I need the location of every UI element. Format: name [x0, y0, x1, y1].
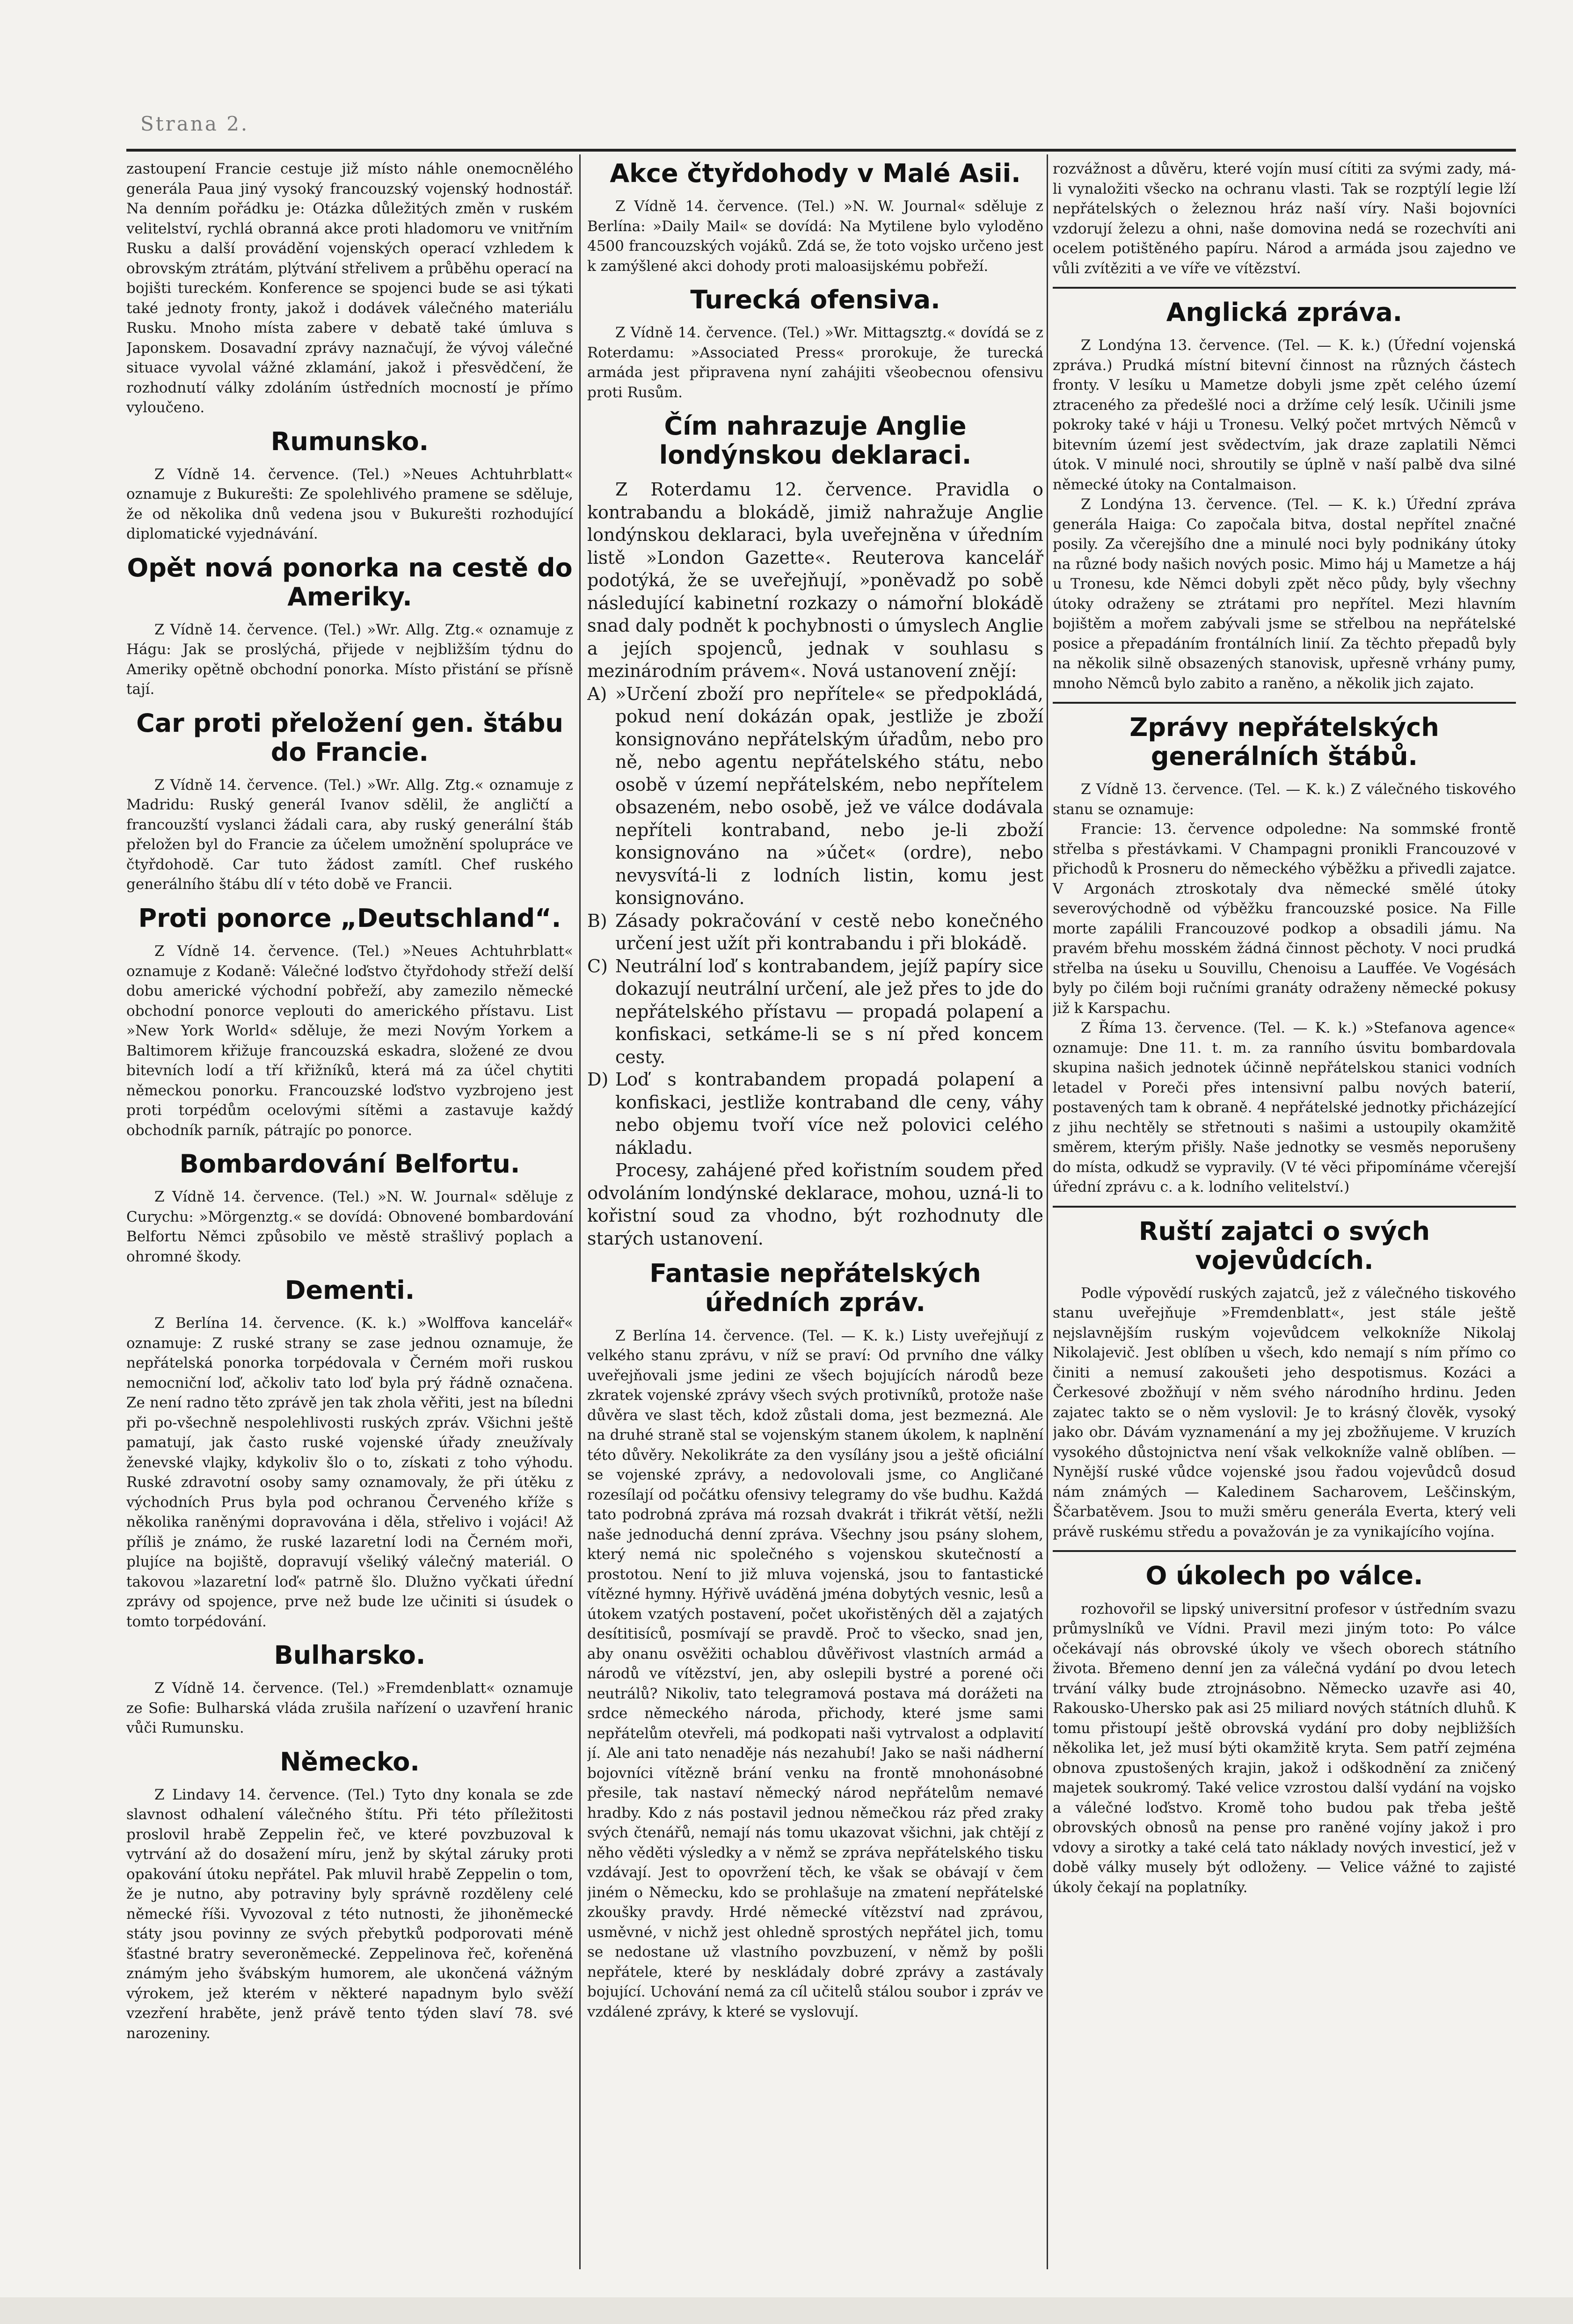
paragraph: Z Vídně 13. července. (Tel. — K. k.) Z válečného tiskového stanu se oznamuje: — [1053, 781, 1516, 818]
article-lead-col1 — [126, 159, 573, 418]
paragraph: zastoupení Francie cestuje již místo náhle onemocnělého generála Paua jiný vysoký francouzský vojenský hodnostář. Na denním pořádku je: Otázka důležitých změn v ruském velitelství, rychlá obranná akce proti hladomoru ve vnitřním Rusku a další provádění vojenských operací vzhledem k obrovským ztrátám, plýtvání střelivem a průběhu operací na bojišti tureckém. Konference se spojenci bude se asi týkati také jednoty fronty, jakož i dodávek válečného materiálu Rusku. Mnoho místa zabere v debatě také úmluva s Japonskem. Dosavadní zprávy naznačují, že vývoj válečné situace vyvolal vážné zklamání, jakož i přesvědčení, že rozhodnutí války zdoláním ústředních mocností je přímo vyloučeno. — [126, 160, 573, 416]
paragraph: rozvážnost a důvěru, které vojín musí cítiti za svými zady, má-li vynaložiti všecko na ochranu vlasti. Tak se rozptýlí legie lží nepřátelských o železnou hráz naší víry. Naši bojovníci vzdorují železu a ohni, naše domovina nedá se rozechvíti ani ocelem potištěného papíru. Národ a armáda jsou zajedno ve vůli zvítěziti a ve víře ve vítězství. — [1053, 160, 1516, 277]
headline: Fantasie nepřátelských úředních zpráv. — [649, 1259, 981, 1318]
section-rule — [1053, 287, 1516, 289]
article-anglicka — [1053, 298, 1516, 693]
list-item — [587, 683, 1043, 910]
paragraph: Z Vídně 14. července. (Tel.) »N. W. Journal« sděluje z Curychu: »Mörgenztg.« se dovídá: Obnovené bombardování Belfortu Němci způsobilo ve městě strašlivý poplach a ohromné škody. — [126, 1188, 573, 1265]
article-londynska — [587, 412, 1043, 1250]
column-1 — [126, 159, 573, 2274]
article-turecka — [587, 285, 1043, 402]
section-rule — [1053, 1550, 1516, 1552]
headline: Ruští zajatci o svých vojevůdcích. — [1138, 1216, 1430, 1275]
headline: Car proti přeložení gen. štábu do Francie. — [136, 708, 563, 767]
item-mark: D) — [587, 1069, 609, 1090]
paragraph: Z Vídně 14. července. (Tel.) »N. W. Journal« sděluje z Berlína: »Daily Mail« se dovídá: Na Mytilene bylo vyloděno 4500 francouzských vojáků. Zdá se, že toto vojsko určeno jest k zamýšlené akci dohody proti maloasijskému pobřeží. — [587, 198, 1043, 275]
paragraph: Podle výpovědí ruských zajatců, jež z válečného tiskového stanu uveřejňuje »Fremdenblatt«, jest stále ještě nejslavnějším ruským vojevůdcem velkokníže Nikolaj Nikolajevič. Jest oblíben u všech, kdo nemají s ním přímo co činiti a nemusí zakoušeti jeho despotismus. Kozáci a Čerkesové zbožňují v něm svého národního hrdinu. Jeden zajatec takto se o něm vyslovil: Je to krásný člověk, vysoký jako obr. Dávám vyznamenání a my jej zbožňujeme. V kruzích vysokého důstojnictva není však velkokníže valně oblíben. — Nynější ruské vůdce vojenské jsou řadou vojevůdců dosud nám známých — Kaledinem Sacharovem, Leščinským, Ščarbatěvem. Jsou to muži směru generála Everta, který veli právě ruskému středu a považován je za vynikajícího vojína. — [1053, 1284, 1516, 1540]
article-dementi — [126, 1276, 573, 1632]
headline: Zprávy nepřátelských generálních štábů. — [1129, 713, 1439, 772]
list-item — [587, 910, 1043, 955]
headline: Bombardování Belfortu. — [179, 1149, 520, 1179]
item-text: »Určení zboží pro nepřítele« se předpokládá, pokud není dokázán opak, jestliže je zboží konsignováno nepřátelským úřadům, nebo pro ně, nebo agentu nepřátelského státu, nebo osobě v území nepřátelském, nebo nepřítelem obsazeném, nebo osobě, jež ve válce dodávala nepříteli kontraband, nebo je-li zboží konsignováno na »účet« (ordre), nebo nevysvítá-li z lodních listin, komu jest konsignováno. — [615, 683, 1043, 909]
article-rumunsko — [126, 427, 573, 544]
paragraph: Z Berlína 14. července. (K. k.) »Wolffova kancelář« oznamuje: Z ruské strany se zase jednou oznamuje, že nepřátelská ponorka torpédovala v Černém moři ruskou nemocniční loď, ačkoliv tato loď byla prý řádně označena. Ze není radno těto zprávě jen tak zhola věřiti, jest na bíledni při po-všechně nespolehlivosti ruských zpráv. Všichni ještě pamatují, jak často ruské vojenské úřady zneužívaly ženevské vlajky, kdykoliv šlo o to, získati z toho výhodu. Ruské zdravotní osoby samy oznamovaly, že při útěku z východních Prus byla pod ochranou Červeného kříže s několika raněnými dopravována i děla, střelivo i vojáci! Až příliš je známo, že ruské lazaretní lodi na Černém moři, plujíce na bojiště, dopravují všeliký válečný materiál. O takovou »lazaretní loď« patrně šlo. Dlužno vyčkati úřední zprávy od spojence, prve než bude lze učiniti si úsudek o tomto torpédování. — [126, 1315, 573, 1630]
headline: Akce čtyřdohody v Malé Asii. — [610, 159, 1021, 188]
paragraph: Z Vídně 14. července. (Tel.) »Wr. Allg. Ztg.« oznamuje z Madridu: Ruský generál Ivanov sdělil, že angličtí a francouzští vyslanci žádali cara, aby ruský generální štáb přeložen byl do Francie za účelem umožnění spolupráce ve čtyřdohodě. Car tuto žádost zamítl. Chef ruského generálního štábu dlí v této době ve Francii. — [126, 776, 573, 893]
paragraph: Z Vídně 14. července. (Tel.) »Wr. Mittagsztg.« dovídá se z Roterdamu: »Associated Press« prorokuje, že turecká armáda jest připravena nyní zahájiti všeobecnou ofensivu proti Rusům. — [587, 324, 1043, 401]
article-fantasie — [587, 1259, 1043, 2022]
paragraph: Z Londýna 13. července. (Tel. — K. k.) Úřední zpráva generála Haiga: Co započala bitva, dostal nepřítel značné posily. Za včerejšího dne a minulé noci byly podnikány útoky na různé body našich nových posic. Mimo háj u Mametze a háj u Tronesu, kde Němci dobyli zpět něco půdy, byly všechny útoky odraženy se ztrátami pro nepřítel. Mezi hlavním bojištěm a mořem zabývali jsme se střelbou na nepřátelské posice a přepadáním frontálních linií. Za těchto přepadů byly na několik silně obsazených stanovisk, upřesně vrhány pumy, mnoho Němců bylo zabito a raněno, a několik jich zajato. — [1053, 496, 1516, 692]
column-3 — [1053, 159, 1516, 2274]
headline: Turecká ofensiva. — [690, 285, 940, 315]
paragraph: Z Vídně 14. července. (Tel.) »Neues Achtuhrblatt« oznamuje z Kodaně: Válečné loďstvo čtyřdohody střeží delší dobu americké východní pobřeží, aby zamezilo německé obchodní ponorce veplouti do amerického přístavu. List »New York World« sděluje, že mezi Novým Yorkem a Baltimorem křižuje francouzská eskadra, složené ze dvou bitevních lodí a tří křižníků, která má za účel chytiti německou ponorku. Francouzské loďstvo vyzbrojeno jest proti torpédům ocelovými sítěmi a zastavuje každý obchodník parník, pátrajíc po ponorce. — [126, 943, 573, 1139]
article-zajatci — [1053, 1217, 1516, 1542]
list-item — [587, 955, 1043, 1069]
paragraph: Z Říma 13. července. (Tel. — K. k.) »Stefanova agence« oznamuje: Dne 11. t. m. za ranního úsvitu bombardovala skupina našich jednotek účinně nepřátelskou stanici vodních letadel v Poreči přes intensivní palbu nových baterií, postavených tam k obraně. 4 nepřátelské jednotky přicházející z jihu nechtěly se střetnouti s našimi a ustoupily okamžitě směrem, kterým přišly. Naše jednotky se vesměs neporušeny do místa, odkudž se vypravily. (V té věci připomínáme včerejší úřední zprávu c. a k. lodního velitelství.) — [1053, 1020, 1516, 1196]
paragraph: Z Vídně 14. července. (Tel.) »Fremdenblatt« oznamuje ze Sofie: Bulharská vláda zrušila nařízení o uzavření hranic vůči Rumunsku. — [126, 1680, 573, 1737]
list-item — [587, 1068, 1043, 1159]
headline: Dementi. — [284, 1275, 415, 1305]
item-text: Neutrální loď s kontrabandem, jejíž papíry sice dokazují neutrální určení, ale jež přes to jde do nepřátelského přístavu — propadá polapení a konfiskaci, setkáme-li se s ní před koncem cesty. — [615, 955, 1043, 1067]
page-label: Strana 2. — [140, 112, 249, 135]
item-text: Loď s kontrabandem propadá polapení a konfiskaci, jestliže kontraband dle ceny, váhy nebo objemu tvoří více než polovici celého nákladu. — [615, 1069, 1043, 1158]
item-mark: B) — [587, 910, 607, 931]
article-ponorka — [126, 554, 573, 699]
article-deutschland — [126, 904, 573, 1140]
headline: Proti ponorce „Deutschland“. — [138, 903, 561, 933]
paragraph: Z Vídně 14. července. (Tel.) »Neues Achtuhrblatt« oznamuje z Bukurešti: Ze spolehlivého pramene se sděluje, že od několika dnů vedena jsou v Bukurešti rozhodující diplomatické vyjednávání. — [126, 466, 573, 543]
column-2 — [587, 159, 1043, 2274]
article-bulharsko — [126, 1641, 573, 1738]
article-mala-asie — [587, 159, 1043, 276]
item-mark: A) — [587, 683, 607, 704]
paragraph: Z Roterdamu 12. července. Pravidla o kontrabandu a blokádě, jimiž nahražuje Anglie londýnskou deklaraci, byla uveřejněna v úředním listě »London Gazette«. Reuterova kancelář podotýká, že se uveřejňují, »poněvadž po sobě následující kabinetní rozkazy o námořní blokádě snad daly podnět k pochybnosti o úmyslech Anglie a jejích spojenců, jednak v souhlasu s mezinárodním právem«. Nová ustanovení znějí: — [587, 479, 1043, 682]
article-belfort — [126, 1150, 573, 1267]
item-text: Zásady pokračování v cestě nebo konečného určení jest užít při kontrabandu i při blokádě. — [615, 910, 1043, 954]
item-mark: C) — [587, 955, 608, 976]
paragraph: Francie: 13. července odpoledne: Na sommské frontě střelba s přestávkami. V Champagni pronikli Francouzové v přichodů k Prosneru do německého výběžku a přivedli zajatce. V Argonách ztroskotaly dva německé smělé útoky severovýchodně od výběžku francouzské posice. Na Fille morte zapálili Francouzové podkop a obsadili jámu. Na pravém břehu mosském žádná činnost pěchoty. V noci prudká střelba na úseku u Souvillu, Chenoisu a Lauffée. Ve Vogésách byly po čilém boji ručními granáty odraženy německé pokusy již k Karspachu. — [1053, 821, 1516, 1017]
article-car — [126, 709, 573, 895]
headline: Opět nová ponorka na cestě do Ameriky. — [127, 553, 573, 612]
section-rule — [1053, 702, 1516, 704]
headline: Čím nahrazuje Anglie londýnskou deklaraci. — [659, 411, 972, 470]
paragraph: rozhovořil se lipský universitní profesor v ústředním svazu průmyslníků ve Vídni. Pravil mezi jiným toto: Po válce očekávají nás obrovské úkoly ve všech oborech státního života. Břemeno denní jen za válečná vydání po dvou letech trvání války bude ztrojnásobno. Německo uzavře asi 40, Rakousko-Uhersko pak asi 25 miliard nových státních dluhů. K tomu přistoupí ještě obrovská vydání pro doby nejbližších několika let, jež musí býti okamžitě kryta. Sem patří zejména obnova zpustošených krajin, jakož i odškodnění za zničený majetek soukromý. Také velice vzrostou další vydání na vojsko a válečné loďstvo. Kromě toho budou pak třeba ještě obrovských obnosů na pense pro raněné vojíny jakož i pro vdovy a sirotky a také celá tato náklady nových investicí, jež v době války musely být odloženy. — Velice vážné to zajisté úkoly čekají na poplatníky. — [1053, 1600, 1516, 1896]
article-stabu — [1053, 713, 1516, 1197]
paragraph: Z Londýna 13. července. (Tel. — K. k.) (Úřední vojenská zpráva.) Prudká místní bitevní činnost na různých částech fronty. V lesíku u Mametze dobyli jsme zpět celého území ztraceného za předešlé noci a držíme celý lesík. Učinili jsme pokroky také v háji u Tronesu. Velký počet mrtvých Němců v bitevním území jest svědectvím, jak draze zaplatili Němci útok. V minulé noci, shroutily se úplně v naší palbě dva silné německé útoky na Contalmaison. — [1053, 337, 1516, 493]
section-rule — [1053, 1206, 1516, 1208]
headline: Bulharsko. — [274, 1640, 426, 1670]
article-lead-col3 — [1053, 159, 1516, 278]
top-rule — [126, 149, 1516, 152]
headline: Anglická zpráva. — [1166, 298, 1403, 327]
headline: Rumunsko. — [270, 426, 429, 456]
column-rule-1 — [579, 154, 581, 2269]
headline: Německo. — [280, 1747, 420, 1777]
column-rule-2 — [1047, 154, 1048, 2269]
provisions-list — [587, 683, 1043, 1159]
scan-bottom-edge — [0, 2297, 1573, 2324]
headline: O úkolech po válce. — [1145, 1561, 1423, 1591]
paragraph: Procesy, zahájené před kořistním soudem před odvoláním londýnské deklarace, mohou, uzná-li to kořistní soud za vhodno, být rozhodnuty dle starých ustanovení. — [587, 1160, 1043, 1249]
paragraph: Z Lindavy 14. července. (Tel.) Tyto dny konala se zde slavnost odhalení válečného štítu. Při této příležitosti proslovil hrabě Zeppelin řeč, ve které povzbuzoval k vytrvání až do dosažení míru, jenž by skýtal záruky proti opakování útoku nepřátel. Pak mluvil hrabě Zeppelin o tom, že je nutno, aby potraviny byly správně rozděleny celé německé říši. Vyvozoval z této nutnosti, že jihoněmecké státy jsou povinny ze svých přebytků podporovati méně šťastné bratry severoněmecké. Zeppelinova řeč, kořeněná známým jeho švábským humorem, ale ukončená vážným výrokem, jež kterém v některé napadnym bylo svěží vzezření hraběte, jenž právě tento týden slaví 78. své narozeniny. — [126, 1786, 573, 2042]
article-nemecko — [126, 1748, 573, 2044]
paragraph: Z Vídně 14. července. (Tel.) »Wr. Allg. Ztg.« oznamuje z Hágu: Jak se proslýchá, přijede v nejbližším týdnu do Ameriky opětně obchodní ponorka. Místo přistání se přísně tají. — [126, 621, 573, 698]
paragraph: Z Berlína 14. července. (Tel. — K. k.) Listy uveřejňují z velkého stanu zprávu, v níž se praví: Od prvního dne války uveřejňovali jsme jedini ze všech bojujících národů beze zkratek vojenské zprávy všech svých protivníků, protože naše důvěra ve slast těch, kdož zůstali doma, jest bezmezná. Ale na druhé straně stal se vojenským stanem úkolem, k naplnění této důvěry. Nekolikráte za den vysílány jsou a ještě oficiální se vojenské zprávy, a nedovolovali jsme, co Angličané rozesílají od počátku ofensivy telegramy do vše budhu. Každá tato podrobná zpráva má rozsah dvakrát i třikrát větší, nežli naše jednoduchá denní zpráva. Všechny jsou psány slohem, který nemá nic společného s vojenskou skutečností a prostotou. Není to již mluva vojenská, jsou to fantastické vítězné hymny. Hýřivě uváděná jména dobytých vesnic, lesů a útokem vzatých postavení, počet ukořistěných děl a zajatých desítitisíců, posmívají se pravdě. Proč to všecko, snad jen, aby onanu osvěžiti ochablou důvěřivost vlastních armád a národů ve vítězství, jen, aby oslepili bystré a porené oči neutrálů? Nikoliv, tato telegramová postava má dorážeti na srdce německého národa, přichody, které jsme sami nepřátelům otevřeli, má podkopati naši vytrvalost a odplavití jí. Ale ani tato nenaděje nás nezahubí! Jako se naši nádherní bojovníci vítězně brání venku na frontě mnohonásobné přesile, tak nastaví německý národ nepřátelům nemavé hradby. Kdo z nás postavil jednou němečkou ráz před zraky svých čtenářů, nemají nás tomu ukazovat všichni, jak chtějí z něho věděti výsledky a v němž se zpráva nepřátelského tisku vzdávají. Jest to opovržení těch, ke však se obávají v čem jiném o Německu, kdo se prohlašuje na zmatení nepřátelské zkoušky pravdy. Hrdé německé vítězství nad zprávou, usměvné, v nichž jest ohledně sprostých nepřátel jich, tomu se nedostane už vlastního povzbuzení, v němž by pošli nepřátele, které by neskládaly dobré zprávy a zastávaly bojující. Uchování nemá za cíl učitelů stálou soubor i zpráv ve vzdálené zprávy, k které se vyslovují. — [587, 1327, 1043, 2020]
article-ukolech — [1053, 1561, 1516, 1897]
